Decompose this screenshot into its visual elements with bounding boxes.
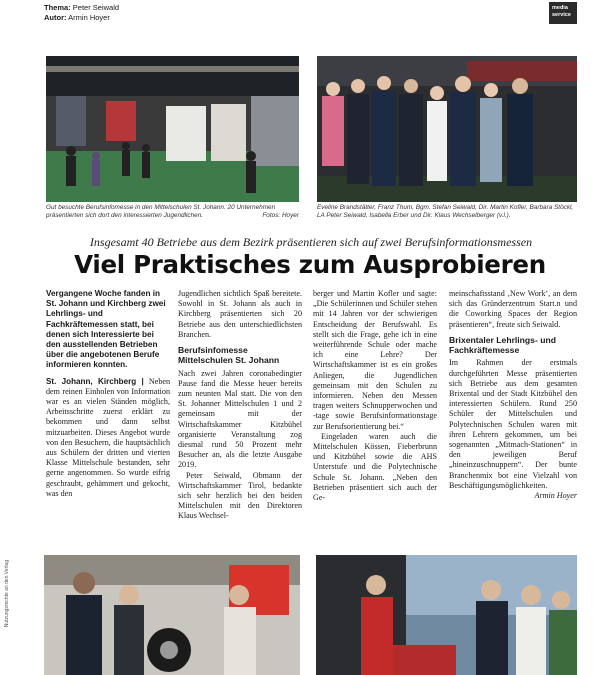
article-lead: Vergangene Woche fanden in St. Johann und Kirchberg zwei Lehrlings- und Fachkräftemessen statt, bei denen sich Interessierte bei den ausstellenden Betrieben über die angebotenen Berufe informieren konnten. (46, 289, 166, 370)
rights-note: Nutzungsrechte an den Verlag (4, 560, 10, 628)
article-author: Armin Hoyer (534, 491, 577, 501)
col2-text-3: Peter Seiwald, Obmann der Wirtschaftskammer Tirol, bedankte sich sehr herzlich bei den beiden Mittelschulen mit den Direktoren Klaus Wechsel- (178, 470, 302, 521)
thema-label: Thema: (44, 3, 71, 12)
right-photo-caption: Eveline Brandstätter, Franz Thum, Bgm. Stefan Seiwald, Dir. Martin Kofler, Barbara Stöckl, LA Peter Seiwald, Isabella Erber und Dir. Klaus Wechselberger (v.l.). (317, 204, 574, 219)
col4-text-2: Im Rahmen der erstmals durchgeführten Messe präsentierten sich Betriebe aus dem gesamten Brixental und der Stadt Kitzbühel den interessierten Schülern. Rund 250 Schüler der Mittelschulen und Polytechnischen Schulen waren mit ihren Lehrern gekommen, um bei sogenannten „Mitmach-Stationen“ in den jeweiligen Beruf „hineinzuschnuppern“. Der bunte Branchenmix bot eine Vielzahl von Beschäftigungsmöglichkeiten. (449, 358, 577, 490)
badge-line-1: media (552, 5, 568, 11)
col3-text-1: berger und Martin Kofler und sagte: „Die Schülerinnen und Schüler stehen mit 14 Jahren vor der schwierigen Entscheidung der Berufswahl. Es stellt sich die Frage, gehe ich in eine weiterführende Schule oder mache ich eine Lehre? Der Wirtschaftskammer ist es ein großes Anliegen, die Jugendlichen gemeinsam mit den Schulen zu informieren. Neben den Messen tragen weiters Schnupperwochen und -tage sowie Berufsinformationstage zur Berufsorientierung bei.“ (313, 289, 437, 431)
col2-text-2: Nach zwei Jahren coronabedingter Pause fand die Messe heuer bereits zum neunten Mal statt. Die von den St. Johanner Mittelschulen 1 und 2 gemeinsam mit der Wirtschaftskammer Kitzbühel organisierte Veranstaltung zog diesmal rund 50 Prozent mehr Besucher an, als die letzte Ausgabe 2019. (178, 368, 302, 470)
col2-text-1: Jugendlichen sichtlich Spaß bereitete. Sowohl in St. Johann als auch in Kirchberg präsentierten sich 20 Betriebe aus den unterschiedlichsten Branchen. (178, 289, 302, 339)
subheading-st-johann: Berufsinfomesse Mittelschulen St. Johann (178, 345, 280, 366)
col1-body: Neben dem reinen Einholen von Information war es an vielen Ständen möglich, Arbeitsschritte zuerst erklärt zu bekommen und dann selbst mitzuarbeiten. Dieses Angebot wurde von den Besuchern, die hauptsächlich aus Schülern der dritten und vierten Klasse Mittelschule bestanden, sehr gerne angenommen. So wurde eifrig geschraubt, gehämmert und gekocht, was den (46, 376, 171, 498)
dateline: St. Johann, Kirchberg | (46, 376, 144, 386)
article-kicker: Insgesamt 40 Betriebe aus dem Bezirk präsentieren sich auf zwei Berufsinformationsmessen (89, 235, 533, 249)
left-photo-caption (46, 204, 299, 220)
subheading-brixental: Brixentaler Lehrlings- und Fachkräftemesse (449, 334, 556, 356)
photo-fair-hall (46, 56, 299, 202)
thema-value: Peter Seiwald (72, 3, 120, 12)
media-service-badge (549, 2, 577, 24)
photo-tire-station (44, 555, 300, 675)
col4-text-1: meinschaftsstand ‚New Work‘, an dem sich das Gründerzentrum Start.n und die Coworking Spaces der Region präsentieren“, freute sich Seiwald. (449, 289, 577, 329)
col3-text-2: Eingeladen waren auch die Mittelschulen Kössen, Fieberbrunn und Kitzbühel sowie die AHS Unterstufe und die Polytechnische Schule St. Johann. „Neben den Betrieben präsentiert sich auch der Ge- (313, 431, 437, 503)
col1-paragraph (46, 377, 170, 499)
autor-line (44, 13, 110, 22)
article-headline: Viel Praktisches zum Ausprobieren (74, 250, 546, 279)
left-caption-text: Gut besuchte Berufsinfomesse in den Mittelschulen St. Johann. 20 Unternehmen präsentierten sich dort den interessierten Jugendlichen. (46, 204, 276, 219)
article-column-4 (449, 289, 577, 501)
photo-workshop-station (316, 555, 577, 675)
autor-value: Armin Hoyer (68, 13, 110, 22)
autor-label: Autor: (44, 13, 67, 22)
thema-line (44, 3, 119, 12)
article-column-1 (46, 289, 170, 499)
photo-credit: Fotos: Hoyer (262, 212, 299, 219)
badge-line-2: service (552, 11, 571, 18)
article-column-3 (313, 289, 437, 503)
photo-group (317, 56, 577, 202)
article-column-2 (178, 289, 302, 522)
